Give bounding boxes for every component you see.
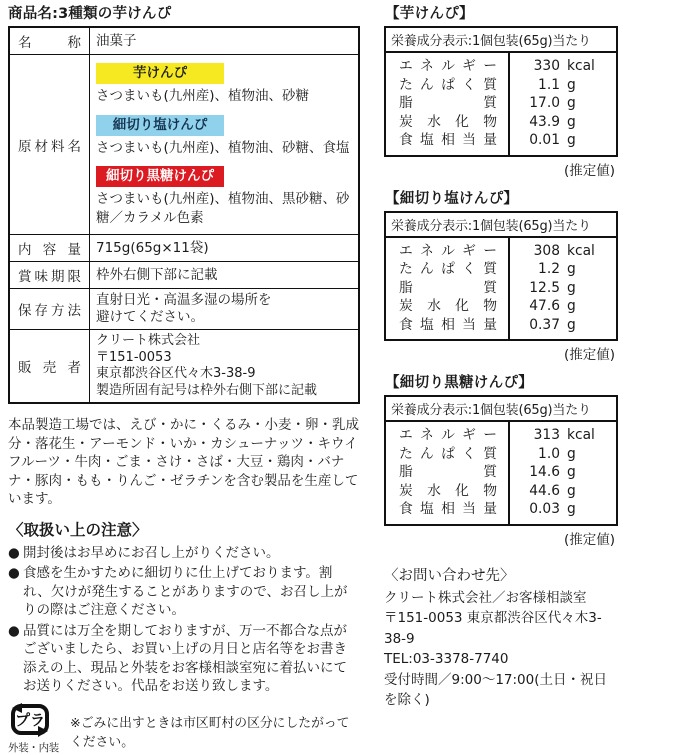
- nutrient-label: 炭水化物: [399, 298, 497, 314]
- seller-postal: 〒151-0053: [96, 349, 172, 365]
- nutrient-unit: g: [567, 482, 576, 499]
- nutrient-unit: kcal: [567, 58, 595, 74]
- nutrient-value: 17.0: [529, 95, 560, 111]
- spec-name-label: 名称: [18, 35, 81, 51]
- nutrient-value: 44.6: [529, 482, 560, 499]
- left-column: [8, 2, 360, 755]
- seller-address: 東京都渋谷区代々木3-38-9: [96, 366, 256, 381]
- nutrient-label: たんぱく質: [399, 261, 497, 277]
- nutrition-section-kokuto: [384, 371, 618, 548]
- spec-row-net: [10, 234, 358, 261]
- nutrient-label: たんぱく質: [399, 445, 497, 462]
- spec-row-expiry: [10, 261, 358, 288]
- nutrient-unit: g: [567, 445, 576, 462]
- notice-item: [8, 564, 360, 620]
- nutrient-value: 308: [533, 242, 560, 259]
- nutrient-value: 43.9: [529, 113, 560, 130]
- nutrient-value: 1.1: [538, 76, 560, 93]
- nutrient-value: 0.01: [529, 132, 560, 148]
- ingredient-badge-kokuto: 細切り黒糖けんぴ: [96, 166, 224, 187]
- nutrient-unit: g: [567, 316, 576, 333]
- notice-item: [8, 622, 360, 696]
- ingredient-badge-imo: 芋けんぴ: [96, 63, 224, 84]
- bullet-icon: ●: [8, 622, 20, 639]
- nutrient-value: 47.6: [529, 298, 560, 314]
- nutrition-header: 栄養成分表示:1個包装(65g)当たり: [386, 213, 616, 238]
- contact-heading: 〈お問い合わせ先〉: [384, 567, 515, 584]
- nutrient-unit: g: [567, 95, 576, 111]
- seller-factory-code-note: 製造所固有記号は枠外右側下部に記載: [96, 382, 318, 398]
- nutrient-unit: kcal: [567, 242, 595, 259]
- bullet-icon: ●: [8, 544, 20, 561]
- pla-mark-label: 外装・内装: [8, 741, 59, 754]
- notice-text: 品質には万全を期しておりますが、万一不都合な点がございましたら、お買い上げの月日と店名等をお書き添えの上、現品と外装をお客様相談室宛に着払いにてお送りください。代品をお送り致します。: [23, 622, 347, 694]
- nutrient-label: エネルギー: [399, 242, 497, 259]
- nutrient-value: 313: [533, 427, 560, 443]
- ingredient-text-shio: さつまいも(九州産)、植物油、砂糖、食塩: [96, 139, 350, 156]
- spec-storage-line2: 避けてください。: [96, 309, 204, 325]
- nutrient-label: 食塩相当量: [399, 501, 497, 517]
- nutrient-value: 1.2: [538, 261, 560, 277]
- nutrient-unit: g: [567, 113, 576, 130]
- nutrient-value: 14.6: [529, 464, 560, 480]
- nutrient-value: 0.37: [529, 316, 560, 333]
- notice-item: [8, 544, 360, 563]
- nutrition-table: [384, 26, 618, 157]
- allergen-note: 本品製造工場では、えび・かに・くるみ・小麦・卵・乳成分・落花生・アーモンド・いか・カシューナッツ・キウイフルーツ・牛肉・ごま・さけ・さば・大豆・鶏肉・バナナ・豚肉・もも・りんご・ゼラチンを含む製品を生産しています。: [8, 417, 359, 507]
- spec-ingredients-label: 原材料名: [18, 138, 81, 155]
- nutrition-title: 【細切り塩けんぴ】: [385, 190, 519, 207]
- spec-expiry-label: 賞味期限: [18, 269, 81, 285]
- nutrition-header: 栄養成分表示:1個包装(65g)当たり: [386, 28, 616, 53]
- spec-name-value: 油菓子: [96, 32, 137, 49]
- nutrition-title: 【芋けんぴ】: [385, 6, 474, 22]
- nutrient-value: 12.5: [529, 279, 560, 296]
- nutrient-label: 食塩相当量: [399, 316, 497, 333]
- nutrient-value: 0.03: [529, 501, 560, 517]
- nutrient-unit: g: [567, 298, 576, 314]
- nutrient-label: 炭水化物: [399, 113, 497, 130]
- spec-net-value: 715g(65g×11袋): [96, 239, 209, 256]
- ingredient-group-shio: [96, 112, 352, 158]
- nutrient-label: エネルギー: [399, 58, 497, 74]
- nutrient-label: 脂質: [399, 279, 497, 296]
- contact-tel: TEL:03-3378-7740: [384, 651, 509, 667]
- spec-row-name: [10, 28, 358, 54]
- right-column: [384, 2, 618, 711]
- contact-address: 〒151-0053 東京都渋谷区代々木3-38-9: [384, 610, 602, 647]
- ingredient-text-kokuto: さつまいも(九州産)、植物油、黒砂糖、砂糖／カラメル色素: [96, 191, 350, 226]
- nutrient-label: 脂質: [399, 464, 497, 480]
- contact-company: クリート株式会社／お客様相談室: [384, 589, 587, 606]
- seller-company: クリート株式会社: [96, 333, 201, 348]
- notice-text: 食感を生かすために細切りに仕上げております。割れ、欠けが発生することがありますので、お召し上がりの際はご注意ください。: [23, 565, 348, 618]
- nutrient-unit: g: [567, 261, 576, 277]
- product-name: 商品名:3種類の芋けんぴ: [8, 6, 172, 22]
- bullet-icon: ●: [8, 565, 20, 581]
- spec-row-seller: [10, 329, 358, 402]
- ingredient-group-imo: [96, 60, 352, 106]
- nutrient-value: 1.0: [538, 445, 560, 462]
- recycle-section: [8, 703, 360, 755]
- pla-mark-text: プラ: [14, 710, 46, 729]
- nutrient-unit: g: [567, 464, 576, 480]
- estimate-note: (推定値): [563, 162, 615, 179]
- notices-list: [8, 544, 360, 696]
- spec-storage-line1: 直射日光・高温多湿の場所を: [96, 292, 272, 308]
- nutrition-header: 栄養成分表示:1個包装(65g)当たり: [386, 397, 616, 422]
- nutrient-unit: g: [567, 501, 576, 517]
- estimate-note: (推定値): [563, 531, 615, 548]
- nutrient-label: エネルギー: [399, 427, 497, 443]
- spec-seller-label: 販売者: [18, 360, 81, 376]
- nutrient-unit: g: [567, 279, 576, 296]
- nutrition-table: [384, 211, 618, 342]
- nutrition-title: 【細切り黒糖けんぴ】: [385, 375, 533, 391]
- nutrient-label: 脂質: [399, 95, 497, 111]
- nutrition-table: [384, 395, 618, 526]
- nutrient-unit: g: [567, 132, 576, 148]
- spec-row-storage: [10, 288, 358, 329]
- nutrient-label: たんぱく質: [399, 76, 497, 93]
- ingredient-group-kokuto: [96, 163, 352, 227]
- recycle-note: ※ごみに出すときは市区町村の区分にしたがってください。: [70, 715, 350, 750]
- estimate-note: (推定値): [563, 347, 615, 363]
- pla-recycle-icon: [8, 703, 54, 739]
- nutrient-label: 食塩相当量: [399, 132, 497, 148]
- ingredient-badge-shio: 細切り塩けんぴ: [96, 115, 224, 136]
- nutrition-section-shio: [384, 187, 618, 364]
- nutrition-section-imo: [384, 2, 618, 179]
- notice-text: 開封後はお早めにお召し上がりください。: [23, 544, 280, 561]
- nutrient-value: 330: [533, 58, 560, 74]
- ingredient-text-imo: さつまいも(九州産)、植物油、砂糖: [96, 88, 310, 104]
- spec-expiry-value: 枠外右側下部に記載: [96, 266, 218, 283]
- contact-section: [384, 564, 618, 711]
- nutrient-unit: g: [567, 76, 576, 93]
- spec-table: [8, 26, 360, 404]
- spec-storage-label: 保存方法: [18, 303, 81, 319]
- spec-net-label: 内容量: [18, 242, 81, 258]
- contact-hours: 受付時間／9:00～17:00(土日・祝日を除く): [384, 671, 607, 708]
- nutrient-label: 炭水化物: [399, 482, 497, 499]
- spec-row-ingredients: [10, 54, 358, 234]
- notices-heading: 〈取扱い上の注意〉: [8, 520, 148, 539]
- nutrient-unit: kcal: [567, 427, 595, 443]
